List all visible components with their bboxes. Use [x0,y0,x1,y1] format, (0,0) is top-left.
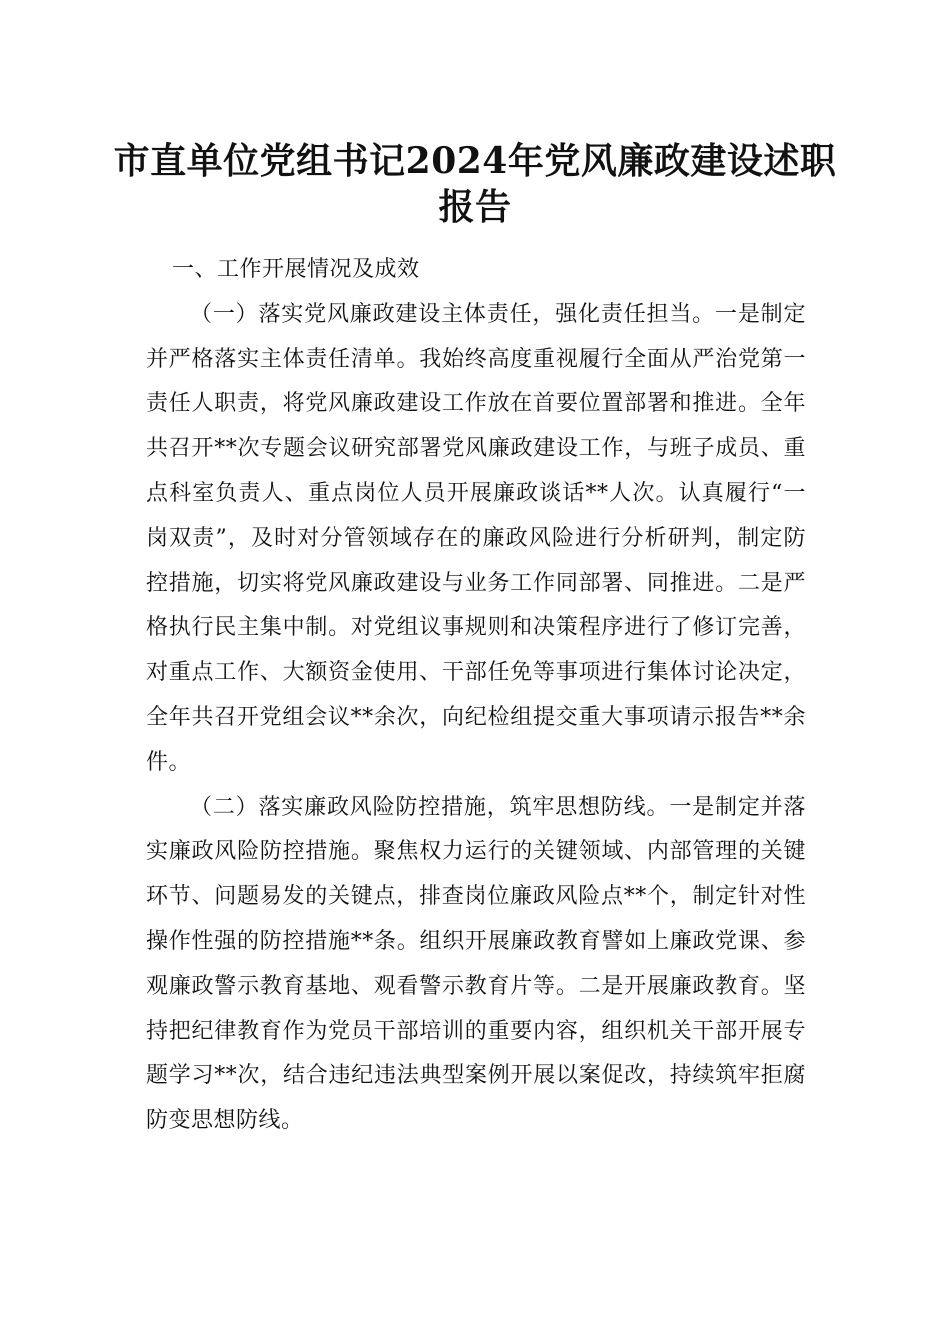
section-heading: 一、工作开展情况及成效 [172,257,420,282]
document-title: 市直单位党组书记2024年党风廉政建设述职报告 [113,140,837,228]
paragraph-2: （二）落实廉政风险防控措施，筑牢思想防线。一是制定并落实廉政风险防控措施。聚焦权力运行的关键领域、内部管理的关键环节、问题易发的关键点，排查岗位廉政风险点**个，制定针对性操作性强的防控措施**条。组织开展廉政教育譬如上廉政党课、参观廉政警示教育基地、观看警示教育片等。二是开展廉政教育。坚持把纪律教育作为党员干部培训的重要内容，组织机关干部开展专题学习**次，结合违纪违法典型案例开展以案促改，持续筑牢拒腐防变思想防线。 [146,794,806,1134]
document-body [146,248,806,1144]
paragraph-1: （一）落实党风廉政建设主体责任，强化责任担当。一是制定并严格落实主体责任清单。我始终高度重视履行全面从严治党第一责任人职责，将党风廉政建设工作放在首要位置部署和推进。全年共召开**次专题会议研究部署党风廉政建设工作，与班子成员、重点科室负责人、重点岗位人员开展廉政谈话**人次。认真履行“一岗双责”，及时对分管领域存在的廉政风险进行分析研判，制定防控措施，切实将党风廉政建设与业务工作同部署、同推进。二是严格执行民主集中制。对党组议事规则和决策程序进行了修订完善，对重点工作、大额资金使用、干部任免等事项进行集体讨论决定，全年共召开党组会议**余次，向纪检组提交重大事项请示报告**余件。 [146,301,806,775]
